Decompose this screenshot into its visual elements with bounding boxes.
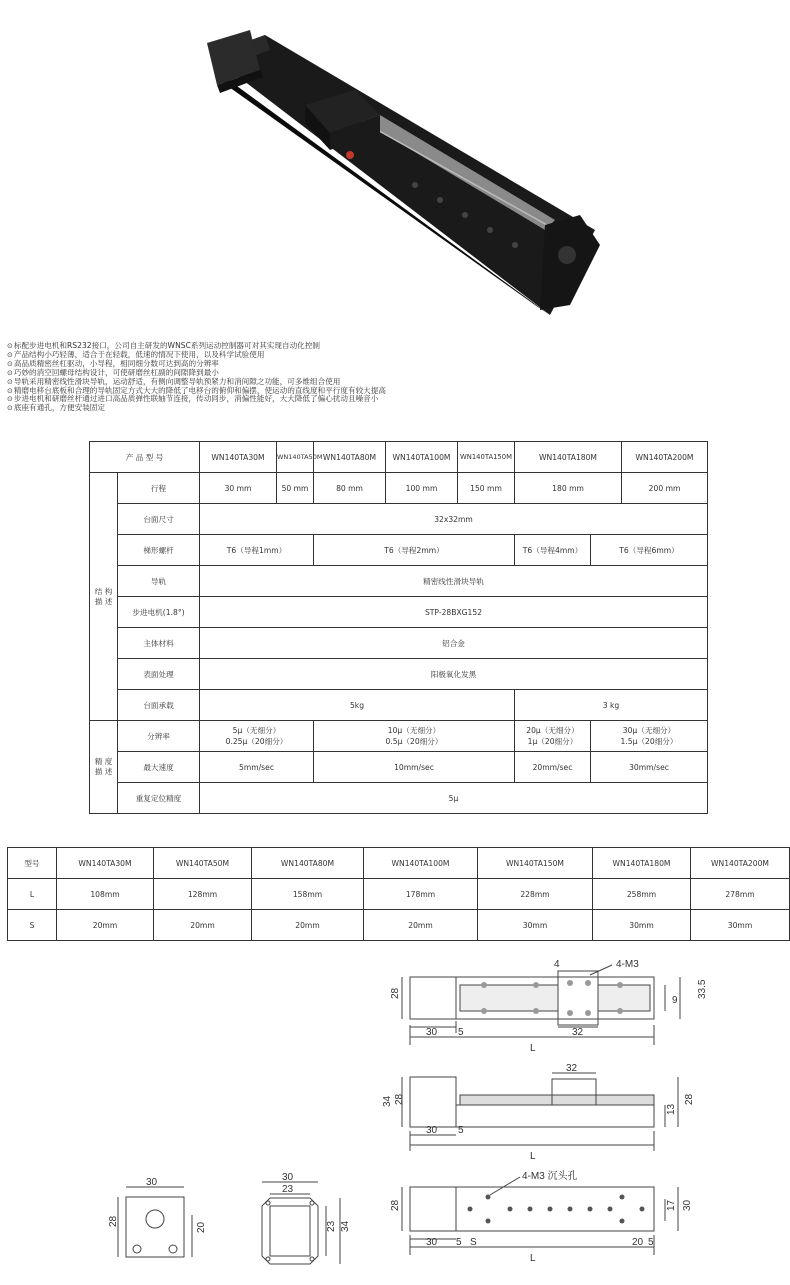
- top-view-drawing: [380, 955, 710, 1060]
- model-cell: WN140TA180M: [593, 848, 691, 879]
- dim-13: 13: [666, 1103, 677, 1115]
- model-cell: WN140TA50M: [154, 848, 252, 879]
- value-cell: 10mm/sec: [314, 752, 515, 783]
- row-label: S: [8, 910, 57, 941]
- value-cell: T6（导程4mm）: [515, 535, 591, 566]
- model-cell: WN140TA100M: [364, 848, 478, 879]
- row-label: 梯形螺杆: [118, 535, 200, 566]
- dim-30: 30: [426, 1125, 438, 1136]
- value-cell: 阳极氧化发黑: [200, 659, 708, 690]
- value-cell: 20mm: [57, 910, 154, 941]
- value-cell: 5mm/sec: [200, 752, 314, 783]
- value-cell: 278mm: [691, 879, 790, 910]
- value-cell: 3 kg: [515, 690, 708, 721]
- value-cell: 5μ: [200, 783, 708, 814]
- feature-item: ⊙ 导轨采用精密线性滑块导轨，运动舒适，有侧向调整导轨预紧力和消间隙之功能，可多维组合使用: [7, 378, 707, 387]
- dim-28-right: 28: [684, 1093, 695, 1105]
- value-cell: 128mm: [154, 879, 252, 910]
- feature-item: ⊙ 高品质精密丝杠驱动，小导程，相同细分数可达到高的分辨率: [7, 360, 707, 369]
- spec-header: 产 品 型 号: [90, 442, 200, 473]
- row-label: 最大速度: [118, 752, 200, 783]
- value-cell: 20mm: [364, 910, 478, 941]
- dim-30: 30: [146, 1177, 158, 1188]
- dims-row-L: [8, 879, 790, 910]
- value-cell: 30mm: [478, 910, 593, 941]
- value-cell: STP-28BXG152: [200, 597, 708, 628]
- row-label: 分辨率: [118, 721, 200, 752]
- label-4-m3: 4-M3: [616, 959, 639, 970]
- spec-header-row: [90, 442, 708, 473]
- resolution-line: 0.5μ（20细分）: [385, 737, 443, 746]
- dim-28: 28: [390, 987, 401, 999]
- value-cell: 100 mm: [386, 473, 458, 504]
- dim-5b: 5: [648, 1237, 654, 1248]
- dim-32: 32: [566, 1063, 578, 1074]
- model-cell: WN140TA30M: [200, 442, 277, 473]
- resolution-line: 30μ（无细分）: [622, 726, 676, 735]
- dims-header-row: [8, 848, 790, 879]
- dims-row-S: [8, 910, 790, 941]
- model-cell: WN140TA50M: [277, 442, 314, 473]
- dim-28: 28: [108, 1215, 119, 1227]
- model-cell: WN140TA180M: [515, 442, 622, 473]
- label-4-m3-countersunk: 4-M3 沉头孔: [522, 1171, 578, 1182]
- spec-row: [90, 752, 708, 783]
- value-cell: 158mm: [252, 879, 364, 910]
- value-cell: 20mm/sec: [515, 752, 591, 783]
- model-cell: WN140TA200M: [622, 442, 708, 473]
- dim-23: 23: [282, 1184, 294, 1195]
- model-cell: WN140TA150M: [478, 848, 593, 879]
- value-cell: 150 mm: [458, 473, 515, 504]
- model-cell: WN140TA150M: [458, 442, 515, 473]
- value-cell: 32x32mm: [200, 504, 708, 535]
- model-cell: WN140TA200M: [691, 848, 790, 879]
- spec-row: [90, 566, 708, 597]
- dim-32: 32: [572, 1027, 584, 1038]
- dim-23-vertical: 23: [326, 1220, 337, 1232]
- side-view-drawing: [380, 1065, 710, 1160]
- value-cell: 30 mm: [200, 473, 277, 504]
- value-cell: [515, 721, 591, 752]
- flange-drawing: [240, 1170, 360, 1270]
- row-label: L: [8, 879, 57, 910]
- spec-table: [89, 441, 708, 814]
- model-cell: WN140TA30M: [57, 848, 154, 879]
- value-cell: 30mm/sec: [591, 752, 708, 783]
- resolution-line: 0.25μ（20细分）: [225, 737, 288, 746]
- value-cell: T6（导程1mm）: [200, 535, 314, 566]
- value-cell: 30mm: [691, 910, 790, 941]
- row-label: 步进电机(1.8°): [118, 597, 200, 628]
- dim-34: 34: [382, 1095, 393, 1107]
- value-cell: T6（导程6mm）: [591, 535, 708, 566]
- dim-30: 30: [282, 1172, 294, 1183]
- value-cell: 200 mm: [622, 473, 708, 504]
- dim-L: L: [530, 1043, 536, 1054]
- value-cell: T6（导程2mm）: [314, 535, 515, 566]
- end-view-drawing: [100, 1175, 220, 1270]
- feature-item: ⊙ 巧妙的消空回螺母结构设计，可使研磨丝杠副的间隙降到最小: [7, 369, 707, 378]
- value-cell: 5kg: [200, 690, 515, 721]
- dim-4: 4: [554, 959, 560, 970]
- feature-item: ⊙ 步进电机和研磨丝杆通过进口高品质弹性联轴节连接，传动同步，消偏性能好，大大降低了偏心扰动且噪音小: [7, 395, 707, 404]
- dim-30: 30: [426, 1237, 438, 1248]
- value-cell: 20mm: [154, 910, 252, 941]
- dim-5a: 5: [456, 1237, 462, 1248]
- feature-item: ⊙ 标配步进电机和RS232接口，公司自主研发的WNSC系列运动控制器可对其实现自动化控制: [7, 342, 707, 351]
- dim-9: 9: [672, 995, 678, 1006]
- value-cell: [200, 721, 314, 752]
- resolution-line: 1.5μ（20细分）: [620, 737, 678, 746]
- row-label: 台面承载: [118, 690, 200, 721]
- dim-28: 28: [394, 1093, 405, 1105]
- dim-S: S: [470, 1237, 477, 1248]
- value-cell: 30mm: [593, 910, 691, 941]
- value-cell: [314, 721, 515, 752]
- resolution-line: 1μ（20细分）: [527, 737, 578, 746]
- spec-row: [90, 473, 708, 504]
- model-cell: WN140TA80M: [314, 442, 386, 473]
- dim-28: 28: [390, 1199, 401, 1211]
- resolution-line: 20μ（无细分）: [526, 726, 579, 735]
- dim-5: 5: [458, 1125, 464, 1136]
- value-cell: 铝合金: [200, 628, 708, 659]
- row-label: 行程: [118, 473, 200, 504]
- spec-row: [90, 628, 708, 659]
- dim-30-right: 30: [682, 1199, 693, 1211]
- resolution-line: 10μ（无细分）: [387, 726, 441, 735]
- resolution-line: 5μ（无细分）: [232, 726, 281, 735]
- row-label: 表面处理: [118, 659, 200, 690]
- spec-row: [90, 535, 708, 566]
- dim-20: 20: [632, 1237, 644, 1248]
- row-label: 主体材料: [118, 628, 200, 659]
- value-cell: 50 mm: [277, 473, 314, 504]
- value-cell: 228mm: [478, 879, 593, 910]
- product-photo: [195, 15, 615, 325]
- value-cell: 258mm: [593, 879, 691, 910]
- dim-5: 5: [458, 1027, 464, 1038]
- dim-L: L: [530, 1151, 536, 1162]
- dimension-table: [7, 847, 790, 941]
- row-label: 重复定位精度: [118, 783, 200, 814]
- value-cell: 180 mm: [515, 473, 622, 504]
- dim-L: L: [530, 1253, 536, 1264]
- group-precision: 精 度 描 述: [90, 721, 118, 814]
- dims-header: 型号: [8, 848, 57, 879]
- dim-33-5: 33.5: [697, 979, 708, 999]
- spec-row: [90, 504, 708, 535]
- value-cell: 178mm: [364, 879, 478, 910]
- spec-row: [90, 659, 708, 690]
- value-cell: 80 mm: [314, 473, 386, 504]
- model-cell: WN140TA100M: [386, 442, 458, 473]
- feature-item: ⊙ 底座有通孔，方便安装固定: [7, 404, 707, 413]
- value-cell: 精密线性滑块导轨: [200, 566, 708, 597]
- row-label: 台面尺寸: [118, 504, 200, 535]
- dim-30: 30: [426, 1027, 438, 1038]
- feature-item: ⊙ 精磨电移台底板和合理的导轨固定方式大大的降低了电移台的俯仰和偏摆，使运动的直线度和平行度有较大提高: [7, 387, 707, 396]
- bottom-view-drawing: [380, 1165, 710, 1265]
- spec-row: [90, 690, 708, 721]
- feature-item: ⊙ 产品结构小巧轻薄，适合于在轻载，低速的情况下使用，以及科学试验使用: [7, 351, 707, 360]
- value-cell: [591, 721, 708, 752]
- value-cell: 108mm: [57, 879, 154, 910]
- group-structure: 结 构 描 述: [90, 473, 118, 721]
- dim-17: 17: [666, 1199, 677, 1211]
- dim-34: 34: [340, 1220, 351, 1232]
- dim-20: 20: [196, 1221, 207, 1233]
- row-label: 导轨: [118, 566, 200, 597]
- spec-row: [90, 597, 708, 628]
- model-cell: WN140TA80M: [252, 848, 364, 879]
- feature-list: [7, 342, 707, 413]
- value-cell: 20mm: [252, 910, 364, 941]
- spec-row: [90, 721, 708, 752]
- spec-row: [90, 783, 708, 814]
